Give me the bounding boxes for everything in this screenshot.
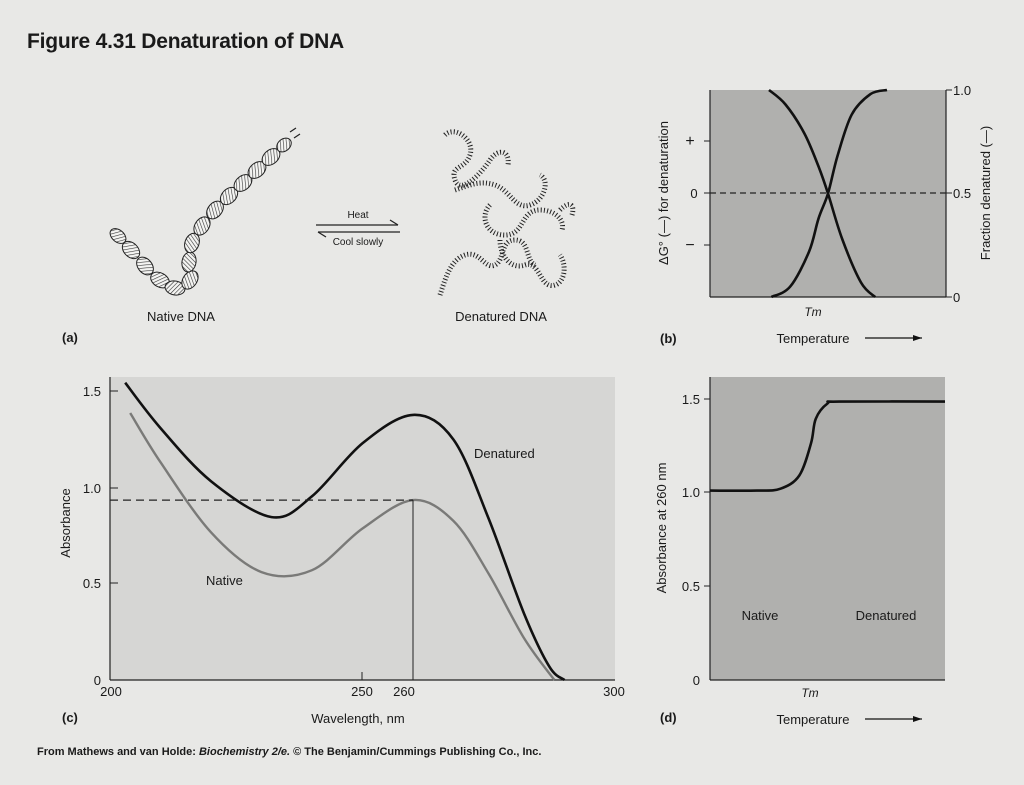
c-x-tick-260: 260 bbox=[393, 684, 415, 699]
c-x-tick-300: 300 bbox=[603, 684, 625, 699]
right-tick-05: 0.5 bbox=[953, 186, 972, 201]
credit-line bbox=[37, 746, 541, 758]
native-dna-label: Native DNA bbox=[147, 309, 215, 324]
denatured-dna-strands-icon bbox=[440, 132, 573, 295]
panel-c-y-label: Absorbance bbox=[58, 488, 73, 558]
c-x-tick-200: 200 bbox=[100, 684, 122, 699]
panel-a-label: (a) bbox=[62, 330, 78, 345]
denatured-series-label: Denatured bbox=[474, 446, 535, 461]
left-tick-zero: 0 bbox=[690, 186, 698, 201]
figure-title: Figure 4.31 Denaturation of DNA bbox=[27, 30, 345, 53]
panel-d-plot-area bbox=[710, 377, 945, 680]
panel-d-x-label: Temperature bbox=[776, 712, 850, 727]
c-y-tick-10: 1.0 bbox=[82, 481, 101, 496]
arrow-heat-label: Heat bbox=[347, 210, 369, 221]
left-tick-minus: − bbox=[685, 237, 695, 254]
d-y-tick-0: 0 bbox=[692, 673, 700, 688]
panel-d-x-arrow-icon bbox=[865, 716, 922, 722]
left-tick-plus: + bbox=[685, 133, 695, 150]
native-dna-helix-icon bbox=[107, 135, 294, 296]
panel-b-tm-tick: Tm bbox=[804, 305, 822, 319]
c-x-tick-250: 250 bbox=[351, 684, 373, 699]
d-y-tick-05: 0.5 bbox=[681, 579, 700, 594]
d-y-tick-10: 1.0 bbox=[681, 485, 700, 500]
panel-c-label: (c) bbox=[62, 710, 78, 725]
panel-b-left-axis-label: ΔG° (—) for denaturation bbox=[656, 121, 671, 265]
native-region-label: Native bbox=[741, 608, 779, 623]
credit-book: Biochemistry 2/e. bbox=[198, 746, 291, 758]
credit-prefix: From Mathews and van Holde: bbox=[37, 746, 199, 758]
panel-b bbox=[656, 83, 993, 346]
panel-d-y-label: Absorbance at 260 nm bbox=[654, 462, 669, 594]
c-y-tick-15: 1.5 bbox=[82, 384, 101, 399]
native-series-label: Native bbox=[206, 573, 243, 588]
denatured-dna-label: Denatured DNA bbox=[455, 309, 547, 324]
c-y-tick-05: 0.5 bbox=[82, 576, 101, 591]
arrow-cool-label: Cool slowly bbox=[332, 237, 384, 248]
d-y-tick-15: 1.5 bbox=[681, 392, 700, 407]
panel-b-x-label: Temperature bbox=[776, 331, 850, 346]
right-tick-0: 0 bbox=[953, 290, 961, 305]
panel-d bbox=[654, 377, 945, 727]
panel-b-right-axis-label: Fraction denatured (—) bbox=[978, 125, 993, 261]
right-tick-1: 1.0 bbox=[953, 83, 972, 98]
c-y-tick-0: 0 bbox=[93, 673, 101, 688]
panel-d-tm-tick: Tm bbox=[801, 686, 819, 700]
panel-a bbox=[62, 128, 573, 345]
panel-b-label: (b) bbox=[660, 331, 677, 346]
panel-b-x-arrow-icon bbox=[865, 335, 922, 341]
equilibrium-arrows-icon bbox=[316, 220, 400, 237]
denatured-region-label: Denatured bbox=[855, 608, 917, 623]
panel-d-label: (d) bbox=[660, 710, 677, 725]
panel-c bbox=[58, 377, 625, 726]
panel-c-x-label: Wavelength, nm bbox=[311, 711, 405, 726]
credit-suffix: © The Benjamin/Cummings Publishing Co., Inc. bbox=[290, 746, 542, 758]
